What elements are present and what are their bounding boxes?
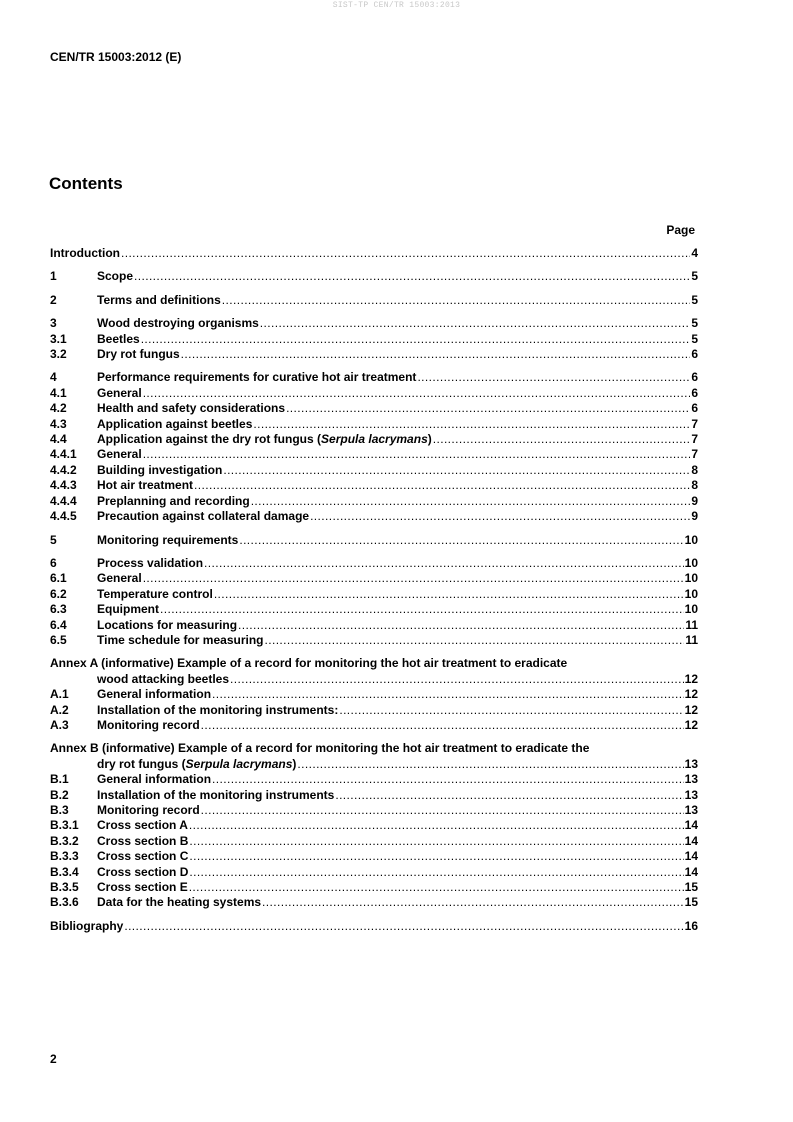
watermark: SIST-TP CEN/TR 15003:2013 (332, 1, 461, 10)
toc-entry-page: 16 (684, 918, 698, 933)
toc-entry-number: 6.1 (50, 571, 67, 586)
toc-dot-leader (189, 849, 683, 864)
toc-entry-page: 10 (684, 586, 698, 601)
toc-title-text: Installation of the monitoring instruments (97, 787, 335, 802)
toc-entry-title (97, 880, 188, 895)
toc-entry-page: 13 (684, 787, 698, 802)
toc-entry-title (97, 494, 250, 509)
toc-entry[interactable] (50, 818, 698, 833)
toc-entry-number: 3.1 (50, 331, 67, 346)
toc-entry[interactable] (50, 687, 698, 702)
toc-entry-page: 12 (684, 702, 698, 717)
toc-entry-page: 10 (684, 555, 698, 570)
toc-entry-page: 10 (684, 571, 698, 586)
toc-entry-number: B.3.3 (50, 849, 79, 864)
toc-entry-number: 4.4.5 (50, 509, 77, 524)
toc-entry[interactable] (50, 633, 698, 648)
toc-entry-page: 11 (685, 617, 698, 632)
toc-dot-leader (310, 509, 690, 524)
toc-dot-leader (204, 556, 684, 571)
toc-dot-leader (181, 347, 691, 362)
toc-entry[interactable] (50, 880, 698, 895)
toc-entry-title (97, 788, 334, 803)
toc-title-text: Beetles (97, 331, 140, 346)
toc-entry-title (97, 533, 238, 548)
toc-entry-title (97, 370, 416, 385)
toc-entry-title (97, 463, 222, 478)
toc-dot-leader (143, 571, 684, 586)
toc-entry[interactable] (50, 571, 698, 586)
toc-entry[interactable] (50, 587, 698, 602)
toc-title-text: General information (97, 772, 212, 787)
toc-title-text: Time schedule for measuring (97, 632, 264, 647)
toc-dot-leader (134, 269, 690, 284)
toc-entry-number: 4.2 (50, 401, 67, 416)
toc-dot-leader (121, 246, 690, 261)
annex-title-continuation (97, 672, 229, 687)
toc-entry[interactable] (50, 849, 698, 864)
toc-title-text: Scope (97, 269, 134, 284)
toc-entry-title (97, 316, 259, 331)
toc-entry-number: 6.5 (50, 632, 67, 647)
toc-title-text: Performance requirements for curative hot air treatment (97, 370, 417, 385)
toc-entry-title (97, 834, 188, 849)
toc-dot-leader (212, 687, 684, 702)
toc-entry[interactable] (50, 417, 698, 432)
toc-dot-leader (286, 401, 690, 416)
toc-title-text: Cross section D (97, 864, 189, 879)
toc-entry-page: 5 (691, 331, 698, 346)
toc-entry-number: 4.1 (50, 385, 67, 400)
toc-dot-leader (222, 293, 691, 308)
toc-dot-leader (230, 672, 684, 687)
toc-entry-title (97, 633, 264, 648)
toc-entry-number: 6 (50, 555, 57, 570)
toc-dot-leader (160, 602, 684, 617)
toc-entry-number: A.2 (50, 702, 69, 717)
toc-dot-leader (417, 370, 690, 385)
toc-dot-leader (141, 332, 691, 347)
toc-entry-page: 15 (684, 880, 698, 895)
toc-entry[interactable] (50, 401, 698, 416)
toc-entry-page: 12 (684, 671, 698, 686)
toc-entry[interactable] (50, 509, 698, 524)
toc-entry-title: Bibliography (50, 918, 124, 933)
toc-entry-title (97, 849, 188, 864)
toc-dot-leader (433, 432, 691, 447)
toc-entry-page: 9 (691, 509, 698, 524)
page-column-label: Page (666, 223, 695, 237)
toc-entry-number: B.1 (50, 772, 69, 787)
toc-entry-number: A.1 (50, 687, 69, 702)
toc-title-text: Monitoring record (97, 717, 200, 732)
toc-entry-title (97, 895, 261, 910)
toc-entry-number: B.3.1 (50, 818, 79, 833)
toc-title-text: General (97, 447, 142, 462)
toc-entry-title (97, 432, 432, 447)
toc-dot-leader (239, 533, 683, 548)
toc-title-text: Health and safety considerations (97, 401, 286, 416)
toc-entry-number: 4.3 (50, 416, 67, 431)
toc-entry-introduction[interactable] (50, 246, 698, 261)
toc-dot-leader (238, 618, 684, 633)
toc-dot-leader (214, 587, 684, 602)
toc-entry[interactable] (50, 494, 698, 509)
toc-entry-page: 13 (684, 772, 698, 787)
toc-title-text: Application against the dry rot fungus ( (97, 432, 322, 447)
toc-entry-number: B.3 (50, 803, 69, 817)
toc-entry[interactable] (50, 618, 698, 633)
annex-title-text: wood attacking beetles (97, 671, 230, 686)
toc-title-text: General (97, 385, 142, 400)
toc-dot-leader (201, 803, 684, 818)
toc-dot-leader (223, 463, 690, 478)
toc-title-text: Building investigation (97, 462, 223, 477)
toc-title-text: Process validation (97, 555, 204, 570)
toc-entry-bibliography[interactable] (50, 919, 698, 934)
annex-b-heading[interactable] (50, 741, 698, 772)
toc-entry[interactable] (50, 533, 698, 548)
toc-dot-leader (201, 718, 684, 733)
toc-entry[interactable] (50, 602, 698, 617)
toc-title-text: Installation of the monitoring instruments: (97, 702, 339, 717)
toc-entry-page: 6 (691, 347, 698, 362)
toc-dot-leader (124, 919, 683, 934)
toc-dot-leader (189, 818, 684, 833)
toc-title-text: Data for the heating systems (97, 895, 262, 910)
table-of-contents (50, 246, 698, 934)
toc-title-after: ) (427, 432, 432, 447)
toc-entry-number: 6.3 (50, 602, 67, 617)
toc-entry-title (97, 478, 193, 493)
toc-entry-number: 3.2 (50, 347, 67, 362)
toc-entry-page: 8 (691, 478, 698, 493)
toc-dot-leader (189, 880, 684, 895)
toc-entry[interactable] (50, 463, 698, 478)
toc-title-text: Locations for measuring (97, 617, 238, 632)
toc-dot-leader (253, 417, 690, 432)
toc-entry[interactable] (50, 370, 698, 385)
toc-title-text: Application against beetles (97, 416, 253, 431)
page-number: 2 (50, 1052, 57, 1066)
toc-entry-number: 2 (50, 292, 57, 307)
toc-entry-page: 7 (691, 432, 698, 447)
toc-entry-number: 6.2 (50, 586, 67, 601)
toc-entry-number: B.3.5 (50, 880, 79, 895)
toc-dot-leader (189, 834, 683, 849)
toc-dot-leader (189, 865, 683, 880)
toc-entry-title (97, 556, 203, 571)
toc-entry-title (97, 703, 338, 718)
toc-entry-title (97, 818, 188, 833)
toc-entry[interactable] (50, 718, 698, 733)
toc-entry-number: 4 (50, 370, 57, 385)
toc-entry-number: 4.4.2 (50, 462, 77, 477)
toc-entry-page: 13 (684, 756, 698, 771)
toc-title-text: General information (97, 687, 212, 702)
toc-entry[interactable] (50, 293, 698, 308)
toc-title-text: Wood destroying organisms (97, 316, 259, 331)
toc-entry[interactable] (50, 347, 698, 362)
toc-entry-title (97, 417, 252, 432)
toc-entry-number: 4.4.1 (50, 447, 77, 462)
toc-entry-page: 4 (691, 246, 698, 260)
toc-entry-number: B.3.6 (50, 895, 79, 910)
toc-entry-title (97, 718, 200, 733)
annex-title-post: ) (292, 756, 297, 771)
toc-dot-leader (143, 386, 691, 401)
toc-entry-number: B.3.2 (50, 833, 79, 848)
toc-entry[interactable] (50, 865, 698, 880)
toc-entry-page: 5 (691, 269, 698, 284)
annex-title-italic: Serpula lacrymans (185, 756, 293, 771)
toc-entry[interactable] (50, 834, 698, 849)
toc-entry-title (97, 509, 309, 524)
toc-entry-title (97, 803, 200, 818)
toc-title-text: Equipment (97, 602, 159, 617)
toc-entry-page: 10 (684, 602, 698, 617)
toc-entry-page: 9 (691, 493, 698, 508)
toc-entry-number: 4.4.4 (50, 493, 77, 508)
toc-entry[interactable] (50, 703, 698, 718)
toc-title-text: General (97, 571, 142, 586)
toc-entry-number: B.3.4 (50, 864, 79, 879)
contents-heading: Contents (49, 174, 123, 193)
toc-entry-page: 14 (684, 864, 698, 879)
toc-entry-number: 6.4 (50, 617, 67, 632)
toc-entry[interactable] (50, 316, 698, 331)
toc-title-text: Introduction (50, 246, 120, 260)
toc-dot-leader (143, 447, 691, 462)
toc-entry[interactable] (50, 269, 698, 284)
toc-entry[interactable] (50, 432, 698, 447)
toc-entry-title (97, 386, 142, 401)
toc-title-text: Monitoring record (97, 803, 200, 817)
toc-entry[interactable] (50, 772, 698, 787)
toc-entry-page: 6 (691, 370, 698, 385)
toc-entry-number: 4.4.3 (50, 478, 77, 493)
toc-title-text: Cross section E (97, 880, 188, 895)
toc-dot-leader (335, 788, 683, 803)
toc-dot-leader (265, 633, 685, 648)
toc-entry-page: 14 (684, 849, 698, 864)
toc-title-text: Precaution against collateral damage (97, 509, 310, 524)
toc-dot-leader (339, 703, 683, 718)
toc-entry-number: A.3 (50, 717, 69, 732)
toc-title-text: Dry rot fungus (97, 347, 180, 362)
toc-title-text: Preplanning and recording (97, 493, 250, 508)
toc-entry-title (50, 246, 120, 261)
toc-entry[interactable] (50, 895, 698, 910)
toc-dot-leader (194, 478, 690, 493)
toc-title-text: Temperature control (97, 586, 213, 601)
toc-dot-leader (260, 316, 691, 331)
annex-title-continuation (97, 757, 296, 772)
toc-entry-title (97, 293, 221, 308)
toc-entry-page: 6 (691, 385, 698, 400)
toc-entry[interactable] (50, 556, 698, 571)
toc-entry[interactable] (50, 788, 698, 803)
toc-entry-title (97, 571, 142, 586)
toc-entry-page: 15 (684, 895, 698, 910)
toc-title-text: Hot air treatment (97, 478, 194, 493)
toc-entry-title (97, 687, 211, 702)
toc-entry-page: 10 (684, 532, 698, 547)
toc-title-text: Cross section B (97, 833, 189, 848)
toc-entry[interactable] (50, 386, 698, 401)
toc-entry-page: 7 (691, 416, 698, 431)
toc-entry[interactable] (50, 447, 698, 462)
annex-title-line: Annex B (informative) Example of a record for monitoring the hot air treatment to eradicate the (50, 741, 590, 756)
toc-entry-page: 11 (685, 632, 698, 647)
toc-entry-title (97, 587, 213, 602)
toc-entry-page: 8 (691, 462, 698, 477)
toc-entry-number: 5 (50, 532, 57, 547)
toc-title-italic: Serpula lacrymans (321, 432, 428, 447)
toc-entry-title (97, 602, 159, 617)
annex-title-line: Annex A (informative) Example of a record for monitoring the hot air treatment to eradicate (50, 656, 568, 671)
toc-entry-title (97, 347, 180, 362)
toc-entry-title (97, 865, 188, 880)
document-id: CEN/TR 15003:2012 (E) (50, 50, 182, 64)
toc-entry[interactable] (50, 332, 698, 347)
toc-entry-number: B.2 (50, 787, 69, 802)
toc-entry-page: 13 (684, 803, 698, 817)
toc-title-text: Cross section A (97, 818, 188, 833)
toc-entry-title (97, 618, 237, 633)
toc-dot-leader (212, 772, 684, 787)
toc-dot-leader (262, 895, 684, 910)
toc-entry-page: 6 (691, 401, 698, 416)
toc-entry-title (97, 772, 211, 787)
toc-entry-page: 14 (684, 818, 698, 833)
toc-entry-page: 14 (684, 833, 698, 848)
toc-entry[interactable] (50, 478, 698, 493)
toc-title-text: Monitoring requirements (97, 532, 239, 547)
toc-entry-number: 1 (50, 269, 57, 284)
toc-entry-page: 12 (684, 687, 698, 702)
toc-dot-leader (251, 494, 691, 509)
toc-dot-leader (297, 757, 683, 772)
toc-title-text: Terms and definitions (97, 292, 221, 307)
toc-entry-title (97, 447, 142, 462)
toc-title-text: Cross section C (97, 849, 189, 864)
toc-entry-page: 12 (684, 717, 698, 732)
toc-entry-title (97, 332, 140, 347)
toc-entry-number: 4.4 (50, 432, 67, 447)
toc-entry-page: 5 (691, 316, 698, 331)
toc-entry-title (97, 269, 133, 284)
annex-title-pre: dry rot fungus ( (97, 756, 186, 771)
toc-entry[interactable] (50, 803, 698, 818)
toc-entry-page: 7 (691, 447, 698, 462)
annex-a-heading[interactable] (50, 656, 698, 687)
toc-entry-title (97, 401, 285, 416)
toc-entry-page: 5 (691, 292, 698, 307)
toc-entry-number: 3 (50, 316, 57, 331)
